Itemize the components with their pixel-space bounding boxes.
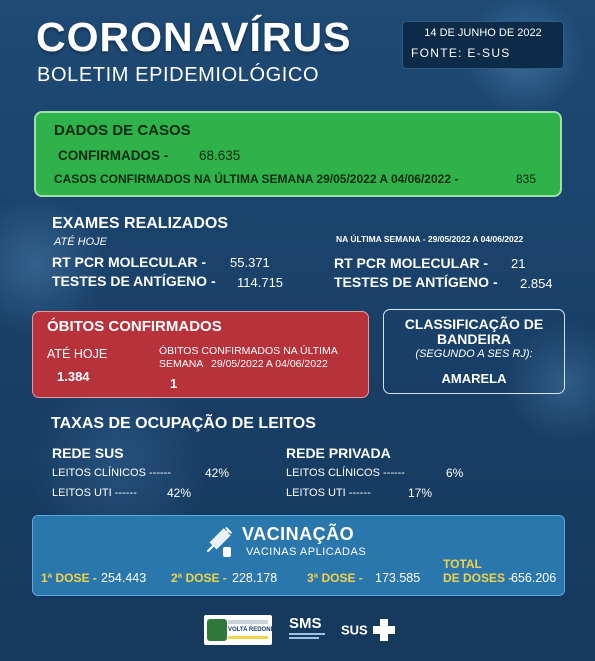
- deaths-title: ÓBITOS CONFIRMADOS: [47, 318, 222, 335]
- sus-clinical-label: LEITOS CLÍNICOS ------: [52, 467, 171, 479]
- bulletin-subtitle: BOLETIM EPIDEMIOLÓGICO: [37, 64, 320, 86]
- total-value: 656.206: [511, 571, 557, 585]
- exams-title: EXAMES REALIZADOS: [52, 215, 229, 232]
- deaths-week-value: 1: [170, 376, 178, 391]
- private-clinical-value: 6%: [446, 466, 464, 480]
- pcr-total: 55.371: [230, 255, 270, 270]
- pcr-label: RT PCR MOLECULAR -: [52, 254, 206, 270]
- total-label-top: TOTAL: [443, 557, 482, 571]
- antigen-week-label: TESTES DE ANTÍGENO -: [334, 274, 498, 290]
- dose3-label: 3ª DOSE -: [307, 571, 363, 585]
- pcr-week: 21: [511, 256, 526, 271]
- deaths-until-value: 1.384: [57, 369, 90, 384]
- private-title: REDE PRIVADA: [286, 445, 391, 461]
- exams-until-today: ATÉ HOJE: [54, 236, 107, 248]
- week-cases-value: 835: [516, 172, 537, 186]
- date-source-box: [402, 21, 564, 69]
- antigen-week: 2.854: [520, 276, 553, 291]
- total-label-bottom: DE DOSES -: [443, 571, 513, 585]
- sus-logo-text: SUS: [341, 622, 368, 638]
- dose1-value: 254.443: [101, 571, 147, 585]
- cases-title: DADOS DE CASOS: [54, 122, 191, 139]
- data-source: FONTE: E-SUS: [411, 46, 511, 60]
- pcr-week-label: RT PCR MOLECULAR -: [334, 255, 488, 271]
- deaths-panel: [32, 311, 369, 398]
- dose2-label: 2ª DOSE -: [171, 571, 227, 585]
- dose3-value: 173.585: [375, 571, 421, 585]
- week-cases-label: CASOS CONFIRMADOS NA ÚLTIMA SEMANA 29/05/2022 A 04/06/2022 -: [54, 172, 459, 186]
- confirmed-value: 68.635: [199, 148, 241, 163]
- antigen-label: TESTES DE ANTÍGENO -: [52, 273, 216, 289]
- sus-logo: [341, 618, 396, 642]
- exams-week-header: NA ÚLTIMA SEMANA - 29/05/2022 A 04/06/2022: [336, 234, 524, 244]
- confirmed-label: CONFIRMADOS -: [58, 148, 169, 163]
- deaths-week-range: 29/05/2022 A 04/06/2022: [211, 358, 328, 370]
- sus-clinical-value: 42%: [205, 466, 230, 480]
- dose2-value: 228.178: [232, 571, 278, 585]
- bulletin-date: 14 DE JUNHO DE 2022: [424, 27, 542, 39]
- private-icu-value: 17%: [408, 486, 433, 500]
- sus-icu-label: LEITOS UTI ------: [52, 487, 137, 499]
- flag-classification-box: [383, 309, 565, 394]
- cases-panel: [34, 111, 562, 197]
- plus-cross-icon: [372, 618, 396, 642]
- city-crest-icon: [207, 619, 227, 641]
- bulletin-title: CORONAVÍRUS: [36, 14, 352, 60]
- sus-icu-value: 42%: [167, 486, 192, 500]
- deaths-week-label: ÓBITOS CONFIRMADOS NA ÚLTIMA SEMANA: [159, 345, 338, 370]
- flag-note: (SEGUNDO A SES RJ):: [415, 348, 533, 360]
- volta-redonda-logo: [204, 615, 280, 645]
- dose1-label: 1ª DOSE -: [41, 571, 97, 585]
- deaths-until-label: ATÉ HOJE: [47, 347, 108, 361]
- syringe-icon: [201, 523, 235, 559]
- antigen-total: 114.715: [237, 275, 284, 290]
- vaccination-subtitle: VACINAS APLICADAS: [246, 546, 367, 558]
- sms-logo: [289, 616, 325, 639]
- logo-city-name: VOLTA REDONDA: [228, 627, 280, 633]
- sus-title: REDE SUS: [52, 445, 124, 461]
- beds-title: TAXAS DE OCUPAÇÃO DE LEITOS: [51, 415, 316, 432]
- flag-title: CLASSIFICAÇÃO DE BANDEIRA: [404, 316, 544, 347]
- private-icu-label: LEITOS UTI ------: [286, 487, 371, 499]
- sms-logo-text: SMS: [289, 615, 322, 632]
- flag-value: AMARELA: [441, 371, 507, 386]
- private-clinical-label: LEITOS CLÍNICOS ------: [286, 467, 405, 479]
- vaccination-title: VACINAÇÃO: [242, 524, 355, 544]
- vaccination-panel: [32, 515, 565, 596]
